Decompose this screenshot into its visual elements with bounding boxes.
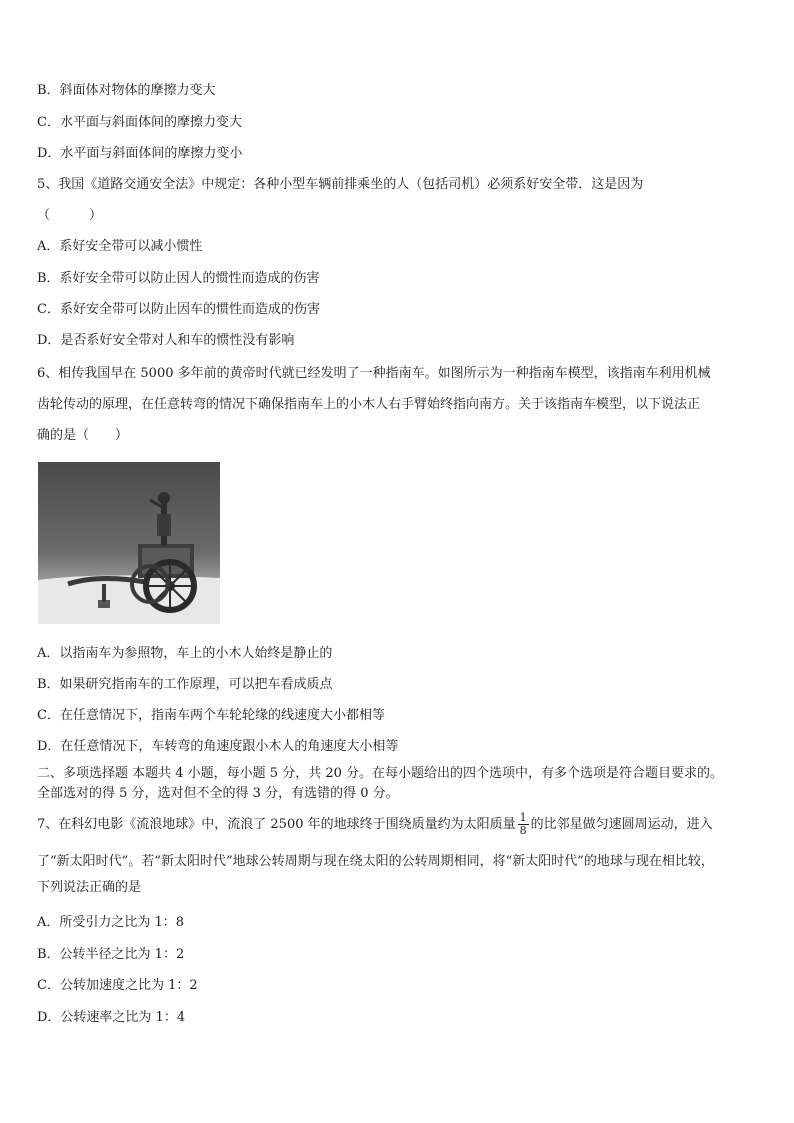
q7-stem-part2: 的比邻星做匀速圆周运动，进入 <box>530 817 713 832</box>
q7-option-d: D．公转速率之比为 1：4 <box>37 1010 186 1025</box>
q5-answer-paren: （ ） <box>37 208 103 223</box>
prev-option-b: B．斜面体对物体的摩擦力变大 <box>37 83 216 98</box>
q6-stem-line1: 6、相传我国早在 5000 多年前的黄帝时代就已经发明了一种指南车。如图所示为一种指南车模型，该指南车利用机械 <box>37 366 711 381</box>
q7-option-a: A．所受引力之比为 1：8 <box>37 915 185 930</box>
q7-option-b: B．公转半径之比为 1：2 <box>37 947 185 962</box>
q7-stem-line3: 下列说法正确的是 <box>37 880 142 895</box>
q5-option-a: A．系好安全带可以减小惯性 <box>37 239 203 254</box>
prev-option-d: D．水平面与斜面体间的摩擦力变小 <box>37 146 243 161</box>
q7-option-c: C．公转加速度之比为 1：2 <box>37 978 198 993</box>
q6-option-b: B．如果研究指南车的工作原理，可以把车看成质点 <box>37 677 333 692</box>
section-heading-line2: 全部选对的得 5 分，选对但不全的得 3 分，有选错的得 0 分。 <box>37 786 399 801</box>
q7-fraction-numerator: 1 <box>519 811 527 824</box>
section-heading-line1: 二、多项选择题 本题共 4 小题，每小题 5 分，共 20 分。在每小题给出的四个选项中，有多个选项是符合题目要求的。 <box>37 766 724 781</box>
south-pointing-chariot-photo <box>38 462 220 624</box>
q6-option-c: C．在任意情况下，指南车两个车轮轮缘的线速度大小都相等 <box>37 708 385 723</box>
prev-option-c: C．水平面与斜面体间的摩擦力变大 <box>37 115 242 130</box>
q7-stem-line2: 了“新太阳时代”。若“新太阳时代”地球公转周期与现在绕太阳的公转周期相同，将“新太阳时代”的地球与现在相比较， <box>37 854 714 869</box>
q7-fraction <box>518 812 529 837</box>
q7-stem-line1 <box>37 812 713 838</box>
q6-option-d: D．在任意情况下，车转弯的角速度跟小木人的角速度大小相等 <box>37 739 399 754</box>
q5-option-b: B．系好安全带可以防止因人的惯性而造成的伤害 <box>37 271 320 286</box>
q7-stem-part1: 7、在科幻电影《流浪地球》中，流浪了 2500 年的地球终于围绕质量约为太阳质量 <box>37 817 516 832</box>
q5-option-d: D．是否系好安全带对人和车的惯性没有影响 <box>37 333 295 348</box>
q6-option-a: A．以指南车为参照物，车上的小木人始终是静止的 <box>37 646 333 661</box>
q6-stem-line3: 确的是（ ） <box>37 428 129 443</box>
q5-option-c: C．系好安全带可以防止因车的惯性而造成的伤害 <box>37 302 320 317</box>
q5-stem: 5、我国《道路交通安全法》中规定：各种小型车辆前排乘坐的人（包括司机）必须系好安全带．这是因为 <box>37 177 644 192</box>
q7-fraction-denominator: 8 <box>519 824 527 837</box>
q6-stem-line2: 齿轮传动的原理，在任意转弯的情况下确保指南车上的小木人右手臂始终指向南方。关于该指南车模型，以下说法正 <box>37 397 701 412</box>
